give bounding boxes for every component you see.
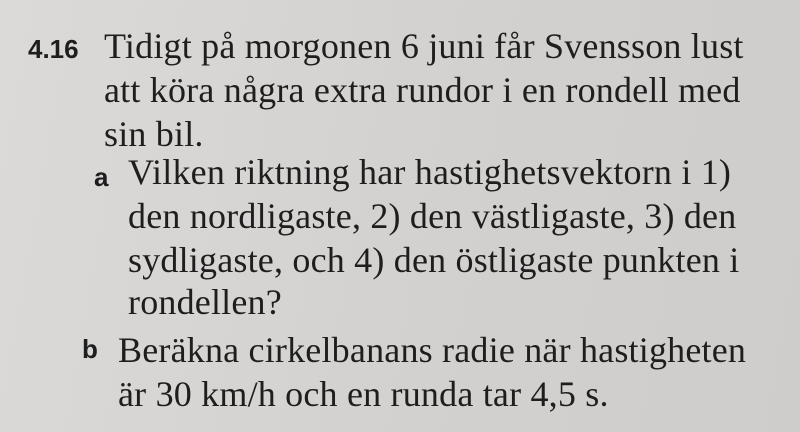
intro-line-1: Tidigt på morgonen 6 juni får Svensson lust (104, 26, 744, 66)
part-b-label: b (82, 334, 98, 364)
intro-line-2: att köra några extra rundor i en rondell med (104, 70, 741, 110)
part-a-line-3: sydligaste, och 4) den östligaste punkten i (128, 240, 740, 280)
part-b-line-1: Beräkna cirkelbanans radie när hastigheten (118, 330, 747, 370)
part-a-line-2: den nordligaste, 2) den västligaste, 3) den (128, 196, 737, 236)
part-b-line-2: är 30 km/h och en runda tar 4,5 s. (118, 374, 609, 414)
part-a-label: a (94, 162, 109, 192)
problem-number: 4.16 (28, 34, 79, 64)
intro-line-3: sin bil. (104, 114, 204, 154)
part-a-line-1: Vilken riktning har hastighetsvektorn i 1) (128, 152, 732, 192)
part-a-line-4: rondellen? (128, 282, 282, 322)
